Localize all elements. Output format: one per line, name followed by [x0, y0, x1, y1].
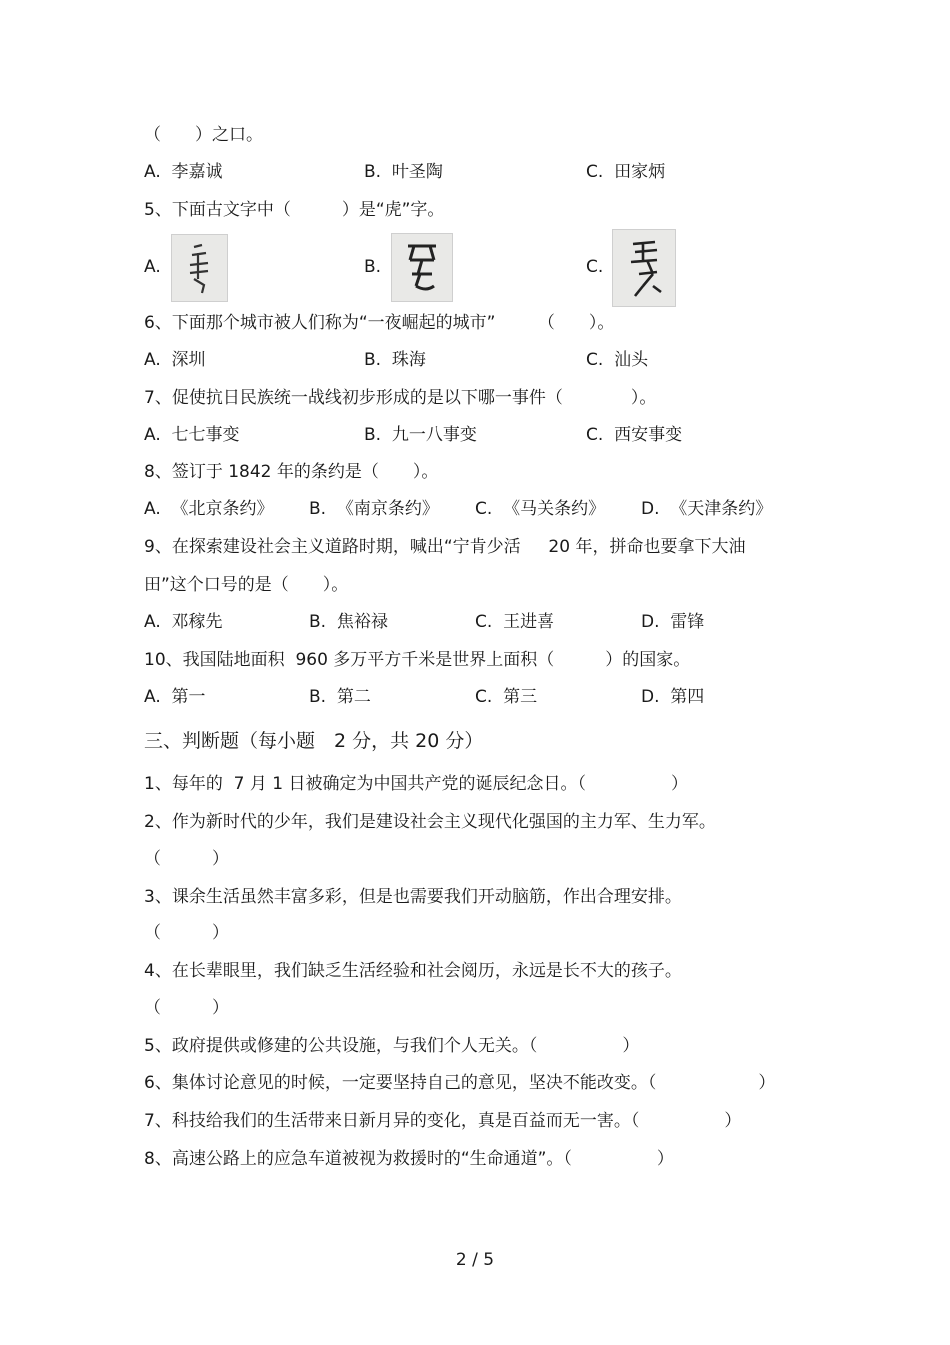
q9-option-b: B. 焦裕禄 — [309, 612, 388, 632]
judgement-2-bracket: （ ） — [144, 849, 229, 869]
q9-option-c: C. 王进喜 — [475, 612, 555, 632]
judgement-8: 8、高速公路上的应急车道被视为救援时的“生命通道”。（ ） — [144, 1149, 674, 1169]
ancient-character-a-image — [171, 234, 228, 302]
judgement-3-bracket: （ ） — [144, 923, 229, 943]
question-9-line-1: 9、在探索建设社会主义道路时期，喊出“宁肯少活 20 年，拼命也要拿下大油 — [144, 537, 746, 557]
q5-option-a-label: A. — [144, 257, 161, 277]
previous-question-tail: （ ）之口。 — [144, 125, 263, 145]
question-7: 7、促使抗日民族统一战线初步形成的是以下哪一事件（ ）。 — [144, 388, 657, 408]
q8-option-c: C. 《马关条约》 — [475, 499, 606, 519]
q10-option-c: C. 第三 — [475, 687, 538, 707]
q10-option-d: D. 第四 — [641, 687, 705, 707]
question-10: 10、我国陆地面积 960 多万平方千米是世界上面积（ ）的国家。 — [144, 650, 691, 670]
q4-option-b: B. 叶圣陶 — [364, 162, 443, 182]
q8-option-b: B. 《南京条约》 — [309, 499, 439, 519]
ancient-character-b-image — [391, 233, 453, 302]
q6-option-a: A. 深圳 — [144, 350, 206, 370]
q6-option-c: C. 汕头 — [586, 350, 649, 370]
q10-option-b: B. 第二 — [309, 687, 371, 707]
q7-option-c: C. 西安事变 — [586, 425, 683, 445]
q7-option-b: B. 九一八事变 — [364, 425, 477, 445]
q5-option-b-label: B. — [364, 257, 382, 277]
judgement-2: 2、作为新时代的少年，我们是建设社会主义现代化强国的主力军、生力军。 — [144, 812, 716, 832]
q9-option-a: A. 邓稼先 — [144, 612, 223, 632]
question-5: 5、下面古文字中（ ）是“虎”字。 — [144, 200, 445, 220]
q8-option-a: A. 《北京条约》 — [144, 499, 274, 519]
q5-option-c-label: C. — [586, 257, 604, 277]
q4-option-c: C. 田家炳 — [586, 162, 666, 182]
question-9-line-2: 田”这个口号的是（ ）。 — [144, 575, 349, 595]
ancient-character-c-image — [612, 229, 676, 307]
question-6: 6、下面那个城市被人们称为“一夜崛起的城市” （ ）。 — [144, 313, 615, 333]
q8-option-d: D. 《天津条约》 — [641, 499, 773, 519]
q6-option-b: B. 珠海 — [364, 350, 426, 370]
page-number: 2 / 5 — [455, 1250, 495, 1270]
q7-option-a: A. 七七事变 — [144, 425, 240, 445]
judgement-3: 3、课余生活虽然丰富多彩，但是也需要我们开动脑筋，作出合理安排。 — [144, 887, 682, 907]
question-8: 8、签订于 1842 年的条约是（ ）。 — [144, 462, 439, 482]
judgement-5: 5、政府提供或修建的公共设施，与我们个人无关。（ ） — [144, 1036, 640, 1056]
q4-option-a: A. 李嘉诚 — [144, 162, 223, 182]
section-3-heading: 三、判断题（每小题 2 分，共 20 分） — [144, 730, 484, 752]
judgement-1: 1、每年的 7 月 1 日被确定为中国共产党的诞辰纪念日。（ ） — [144, 774, 688, 794]
judgement-4: 4、在长辈眼里，我们缺乏生活经验和社会阅历，永远是长不大的孩子。 — [144, 961, 682, 981]
judgement-6: 6、集体讨论意见的时候，一定要坚持自己的意见，坚决不能改变。（ ） — [144, 1073, 776, 1093]
q9-option-d: D. 雷锋 — [641, 612, 705, 632]
judgement-4-bracket: （ ） — [144, 998, 229, 1018]
q10-option-a: A. 第一 — [144, 687, 206, 707]
judgement-7: 7、科技给我们的生活带来日新月异的变化，真是百益而无一害。（ ） — [144, 1111, 742, 1131]
